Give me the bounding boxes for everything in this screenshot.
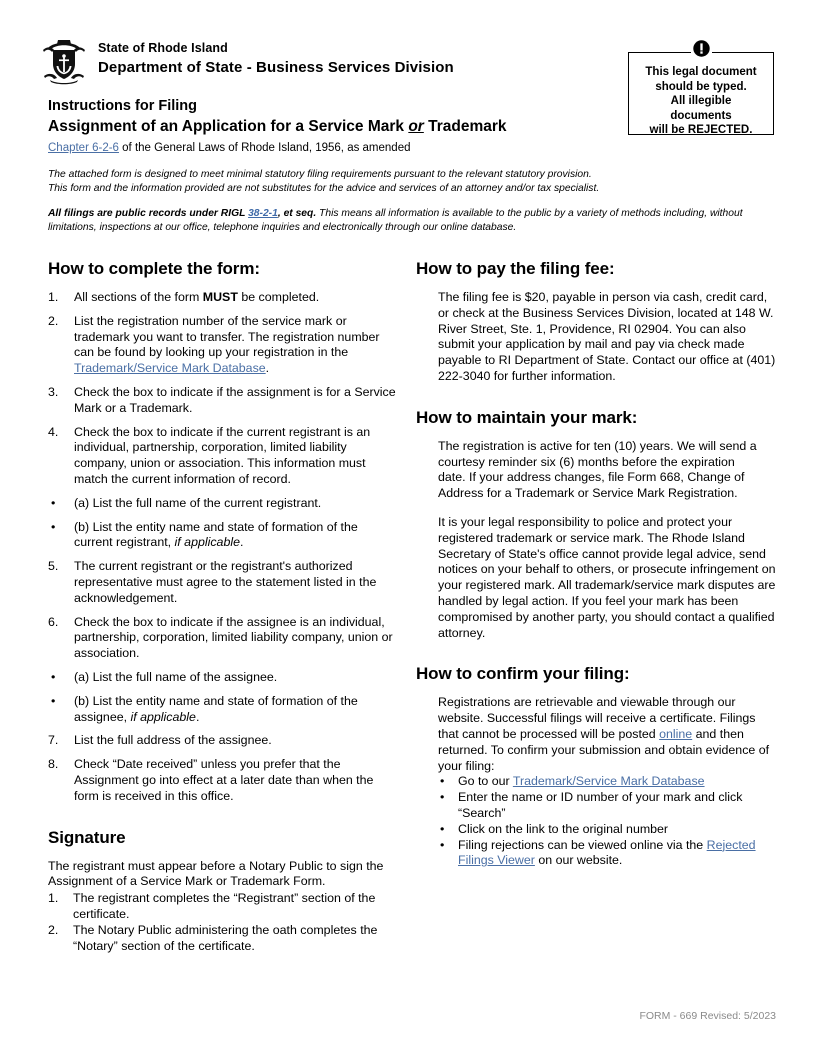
warning-line-2: should be typed. <box>655 80 747 93</box>
list-item-text: Check “Date received” unless you prefer that the Assignment go into effect at a later date than when the form is received in this office. <box>74 757 374 803</box>
list-item <box>48 559 396 606</box>
warning-line-4: documents <box>670 109 732 122</box>
list-item <box>48 290 396 306</box>
maintain-mark-paragraph-2: It is your legal responsibility to police and protect your registered trademark or service mark. The Rhode Island Secretary of State's office cannot provide legal advice, send notices on your behalf to others, or prosecute infringement on your registered mark. All trademark/service mark disputes are handled by legal action. If you feel your mark has been compromised by another party, you should contact a qualified attorney. <box>438 514 776 640</box>
list-item <box>48 923 396 955</box>
list-marker: 1. <box>48 290 59 304</box>
list-marker-bullet: • <box>440 837 445 852</box>
list-marker: 6. <box>48 614 59 629</box>
section-heading-maintain-mark: How to maintain your mark: <box>416 407 638 427</box>
section-heading-complete-form: How to complete the form: <box>48 259 260 278</box>
complete-form-list <box>48 290 396 805</box>
text-part-a: List the registration number of the service mark or trademark you want to transfer. The registration number can be found by looking up your registration in the <box>74 313 380 360</box>
list-item <box>48 694 396 726</box>
public-records-rest: This means all information is available to the public by a variety of methods including, without limitations, inspections at our office, telephone inquiries and electronically through our online database. <box>48 208 743 233</box>
rejected-filings-viewer-link[interactable]: Rejected Filings Viewer <box>458 837 756 868</box>
text-part-a: (b) List the entity name and state of formation of the assignee, <box>74 693 358 724</box>
list-item-text: Enter the name or ID number of your mark and click “Search” <box>458 790 743 820</box>
text-part-b: . <box>240 535 244 550</box>
list-item <box>438 774 776 790</box>
text-part-b: . <box>265 361 270 376</box>
title-or-emphasis: or <box>408 118 424 135</box>
chapter-citation-rest: of the General Laws of Rhode Island, 1956, as amended <box>118 142 411 154</box>
maintain-mark-paragraph-1 <box>438 439 776 502</box>
online-link[interactable]: online <box>659 726 693 741</box>
list-item <box>48 496 396 512</box>
list-item <box>438 822 776 838</box>
list-item-text <box>458 774 776 790</box>
disclaimer-line-1: The attached form is designed to meet minimal statutory filing requirements pursuant to the relevant statutory provision. <box>48 169 592 180</box>
maintain-part-b: date. If your address changes, file Form 668, Change of Address for a Trademark or Service Mark Registration. <box>438 470 745 501</box>
title-text-a: Assignment of an Application for a Service Mark <box>48 118 409 135</box>
text-part-a: All sections of the form <box>74 290 203 304</box>
warning-box <box>628 52 774 135</box>
disclaimer-spacer <box>48 196 773 207</box>
department-name: Department of State - Business Services Division <box>98 59 454 76</box>
confirm-filing-list <box>438 774 776 869</box>
list-item <box>48 385 396 417</box>
disclaimer-block <box>48 168 773 235</box>
section-heading-pay-fee: How to pay the filing fee: <box>416 259 615 278</box>
list-item-text: Check the box to indicate if the assignee is an individual, partnership, corporation, limited liability company, union or association. <box>74 614 393 661</box>
list-item <box>438 838 776 870</box>
confirm-filing-paragraph <box>438 695 776 774</box>
section-heading-confirm-filing: How to confirm your filing: <box>416 664 630 684</box>
title-text-b: Trademark <box>423 118 507 135</box>
list-item-text: Click on the link to the original number <box>458 821 669 836</box>
text-part-b: on our website. <box>534 853 623 868</box>
page-title-line1: Instructions for Filing <box>48 98 198 114</box>
public-records-bold-a: All filings are public records under RIGL <box>48 208 249 219</box>
list-item-text: (a) List the full name of the assignee. <box>74 669 278 684</box>
pay-fee-paragraph: The filing fee is $20, payable in person via cash, credit card, or check at the Business Services Division, located at 148 W. River Street, Ste. 1, Providence, RI 02904. You can also submit your application by mail and pay via check made payable to RI Department of State. Contact our office at (401) 222-3040 for further information. <box>438 290 776 383</box>
maintain-part-a: The registration is active for ten (10) years. We will send a courtesy reminder six (6) months before the expiration <box>438 438 757 469</box>
left-column <box>48 258 396 954</box>
list-marker: 8. <box>48 757 59 772</box>
list-item-text <box>458 838 776 870</box>
list-marker: 3. <box>48 384 59 399</box>
page-title-line2 <box>48 116 608 138</box>
confirm-part-a: Registrations are retrievable and viewable through our website. Successful filings will receive a certificate. Filings that cannot be processed will be posted <box>438 695 756 741</box>
list-item-text <box>74 520 396 552</box>
list-marker-bullet: • <box>440 774 445 789</box>
list-item-text: List the full address of the assignee. <box>74 733 272 748</box>
list-item-text: The registrant completes the “Registrant” section of the certificate. <box>73 891 376 921</box>
public-records-notice <box>48 207 773 235</box>
section-heading-signature: Signature <box>48 827 126 847</box>
text-part-a: Go to our <box>458 774 513 789</box>
list-item <box>48 520 396 552</box>
if-applicable-emphasis: if applicable <box>130 709 196 724</box>
list-marker-bullet: • <box>51 495 56 510</box>
list-item <box>438 790 776 822</box>
pay-fee-body <box>438 290 776 385</box>
right-column <box>416 258 776 869</box>
text-part-b: be completed. <box>237 290 320 304</box>
if-applicable-emphasis: if applicable <box>174 535 240 550</box>
warning-line-3: All illegible <box>670 95 732 108</box>
signature-list <box>48 891 396 954</box>
list-item-text: Check the box to indicate if the current registrant is an individual, partnership, corporation, limited liability company, union or association. This information must match the current information of record. <box>74 424 371 486</box>
disclaimer-line-2: This form and the information provided are not substitutes for the advice and services of an attorney and/or tax specialist. <box>48 183 600 194</box>
document-header <box>40 34 620 86</box>
list-item <box>48 757 396 804</box>
list-marker: 4. <box>48 424 59 439</box>
list-marker-bullet: • <box>440 821 445 836</box>
rigl-link[interactable]: 38-2-1 <box>248 208 278 219</box>
list-marker: 2. <box>48 922 59 937</box>
list-item-text: The current registrant or the registrant's authorized representative must agree to the statement listed in the acknowledgement. <box>74 559 377 605</box>
document-footer <box>0 1010 776 1022</box>
list-marker-bullet: • <box>51 519 56 534</box>
chapter-link[interactable]: Chapter 6-2-6 <box>48 142 119 154</box>
list-marker: 7. <box>48 733 59 748</box>
list-item-text: The Notary Public administering the oath completes the “Notary” section of the certificate. <box>73 922 378 953</box>
list-item-text <box>74 314 396 377</box>
exclamation-circle-icon <box>691 38 712 59</box>
list-item-text: Check the box to indicate if the assignment is for a Service Mark or a Trademark. <box>74 384 396 415</box>
state-name: State of Rhode Island <box>98 41 228 55</box>
text-part-b: . <box>195 709 200 724</box>
trademark-database-link[interactable]: Trademark/Service Mark Database <box>512 774 705 789</box>
text-part-a: (b) List the entity name and state of formation of the current registrant, <box>74 519 358 550</box>
list-item <box>48 670 396 686</box>
list-marker: 5. <box>48 559 59 574</box>
warning-line-1: This legal document <box>645 66 757 78</box>
confirm-part-b: and then returned. To confirm your submission and obtain evidence of your filing: <box>438 726 770 773</box>
list-marker-bullet: • <box>51 693 56 708</box>
list-item-text: (a) List the full name of the current registrant. <box>74 495 322 510</box>
text-part-a: Filing rejections can be viewed online via the <box>458 837 707 852</box>
signature-intro-text: The registrant must appear before a Notary Public to sign the Assignment of a Service Mark or Trademark Form. <box>48 858 384 889</box>
list-item <box>48 891 396 923</box>
list-marker: 1. <box>48 891 59 906</box>
rhode-island-state-seal-icon <box>40 36 88 86</box>
list-item-text <box>74 694 396 726</box>
document-title-block <box>48 96 608 157</box>
maintain-mark-body <box>438 439 776 642</box>
list-item <box>48 733 396 749</box>
list-item-text <box>74 290 396 306</box>
must-emphasis: MUST <box>202 290 238 304</box>
list-item <box>48 615 396 662</box>
list-marker-bullet: • <box>440 790 445 805</box>
list-marker: 2. <box>48 313 59 328</box>
list-item <box>48 314 396 377</box>
public-records-bold-b: , et seq. <box>277 208 317 219</box>
warning-line-5: will be REJECTED. <box>649 124 753 137</box>
list-marker-bullet: • <box>51 669 56 684</box>
list-item <box>48 425 396 488</box>
trademark-database-link[interactable]: Trademark/Service Mark Database <box>74 361 266 376</box>
chapter-citation <box>48 140 608 157</box>
confirm-filing-body <box>438 695 776 774</box>
form-revision-text: FORM - 669 Revised: 5/2023 <box>639 1010 776 1022</box>
